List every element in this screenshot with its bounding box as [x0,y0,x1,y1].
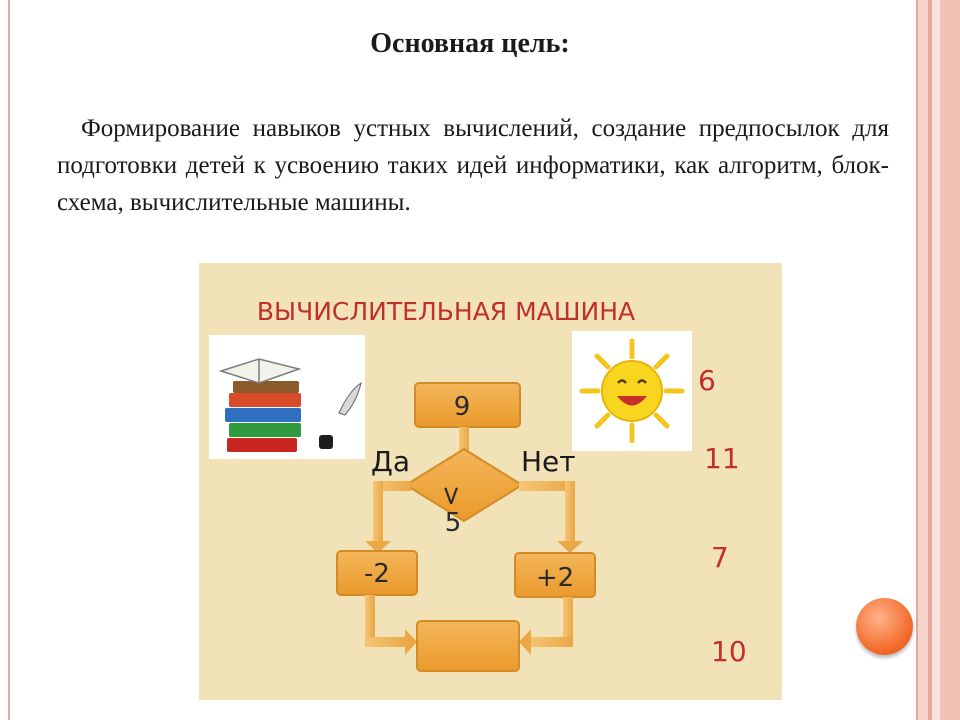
number-1: 6 [698,364,716,397]
yes-label: Да [371,445,411,478]
flow-arrow [459,427,469,451]
plus-box [515,553,595,597]
start-box [415,383,520,427]
yes-operation: -2 [364,559,390,589]
condition-diamond [406,449,522,538]
no-label: Нет [521,445,576,478]
slide-body-text: Формирование навыков устных вычислений, создание предпосылок для подготовки детей к усвоению таких идей информатики, как алгоритм, блок-схема, вычислительные машины. [57,115,889,216]
no-branch-arrow [519,481,583,553]
flowchart-panel [199,263,782,700]
orange-circle-decoration [856,598,913,655]
condition-operator: > [436,485,466,507]
join-arrow-left [365,595,417,655]
yes-branch-arrow [365,481,411,553]
flowchart-svg [199,263,782,700]
minus-box [337,551,417,595]
number-2: 11 [704,442,740,475]
output-box [417,621,519,671]
join-arrow-right [519,597,573,655]
number-3: 7 [711,541,729,574]
sun-illustration [572,331,692,451]
decor-stripe [940,0,960,720]
input-value: 9 [453,392,471,422]
slide-title: Основная цель: [370,28,570,59]
books-illustration [209,335,365,459]
diagram-title: ВЫЧИСЛИТЕЛЬНАЯ МАШИНА [256,297,636,326]
decor-stripe [932,0,940,720]
no-operation: +2 [535,563,575,593]
decor-stripe [918,0,928,720]
number-4: 10 [711,635,747,668]
condition-value: 5 [444,508,462,538]
